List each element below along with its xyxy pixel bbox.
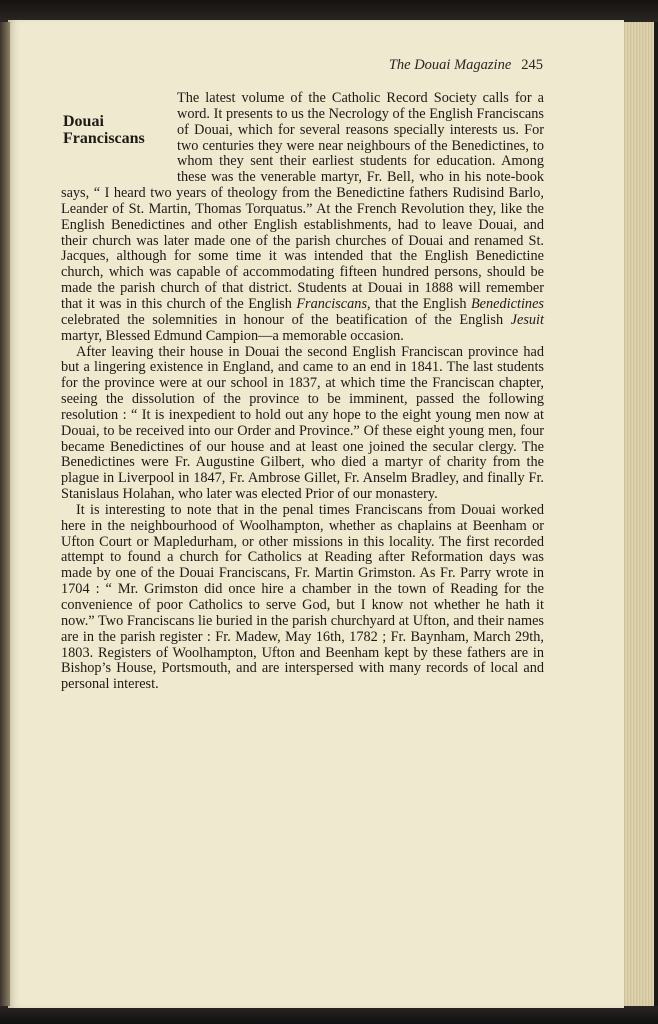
section-heading-line-2: Franciscans	[63, 130, 145, 147]
scan-top-edge	[0, 0, 658, 22]
paragraph-1-italic-franciscans: Franciscans,	[296, 295, 371, 312]
heading-gap	[61, 91, 177, 171]
book-binding	[0, 22, 10, 1006]
scan-bottom-edge	[0, 1006, 658, 1024]
section-heading-line-1: Douai	[63, 113, 104, 130]
page-number: 245	[521, 57, 543, 73]
paragraph-2: After leaving their house in Douai the second English Franciscan province had but a lingering existence in England, and came to an end in 1841. The last students for the province were at our school in 1837, at which time the Franciscan chapter, seeing the dissolution of the province to be imminent, passed the following resolution : “ It is inexpedient to hold out any hope to the eight young men now at Douai, to be received into our Order and Province.” Of these eight young men, four became Benedictines of our house and at least one joined the secular clergy. The Benedictines were Fr. Augustine Gilbert, who died a martyr of charity from the plague in Liverpool in 1847, Fr. Ambrose Gillet, Fr. Anselm Bradley, and finally Fr. Stanislaus Holahan, who later was elected Prior of our monastery.	[61, 343, 544, 503]
body-text	[61, 91, 544, 693]
paragraph-1-text-b: that the English	[370, 295, 471, 312]
magazine-title: The Douai Magazine	[388, 57, 512, 73]
paragraph-1-text-a: The latest volume of the Catholic Record Society calls for a word. It presents to us the Necrology of the English Franciscans of Douai, which for several reasons specially interests us. For two centuries they were near neighbours of the Benedictines, to whom they sent their earliest students for education. Among these was the venerable martyr, Fr. Bell, who in his note-book says, “ I heard two years of theology from the Benedictine fathers Rudisind Barlo, Leander of St. Martin, Thomas Torquatus.” At the French Revolution they, like the English Benedictines and other English establishments, had to leave Douai, and their church was later made one of the parish churches of Douai and renamed St. Jacques, although for some time it was intended that the English Benedictine church, which was capable of accommodating fifteen hundred persons, should be made the parish church of that district. Students at Douai in 1888 will remember that it was in this church of the English	[61, 90, 544, 312]
paragraph-3: It is interesting to note that in the penal times Franciscans from Douai worked here in the neighbourhood of Woolhampton, whether as chaplains at Beenham or Ufton Court or Mapledurham, or other missions in this locality. The first recorded attempt to found a church for Catholics at Reading after Reformation days was made by one of the Douai Franciscans, Fr. Martin Grimston. As Fr. Parry wrote in 1704 : “ Mr. Grimston did once hire a chamber in the town of Reading for the convenience of poor Catholics to serve God, but I know not whether he hath it now.” Two Franciscans lie buried in the parish churchyard at Ufton, and their names are in the parish register : Fr. Madew, May 16th, 1782 ; Fr. Baynham, March 29th, 1803. Registers of Woolhampton, Ufton and Beenham kept by these fathers are in Bishop’s House, Portsmouth, and are interspersed with many records of local and personal interest.	[61, 501, 544, 693]
paragraph-1-text-d: martyr, Blessed Edmund Campion—a memorable occasion.	[61, 327, 404, 344]
running-head	[389, 57, 543, 74]
page-edges	[624, 22, 654, 1006]
paragraph-1-italic-benedictines: Benedictines	[470, 295, 544, 312]
paragraph-1-italic-jesuit: Jesuit	[510, 311, 544, 328]
paragraph-1-text-c: celebrated the solemnities in honour of the beatification of the English	[61, 311, 511, 328]
